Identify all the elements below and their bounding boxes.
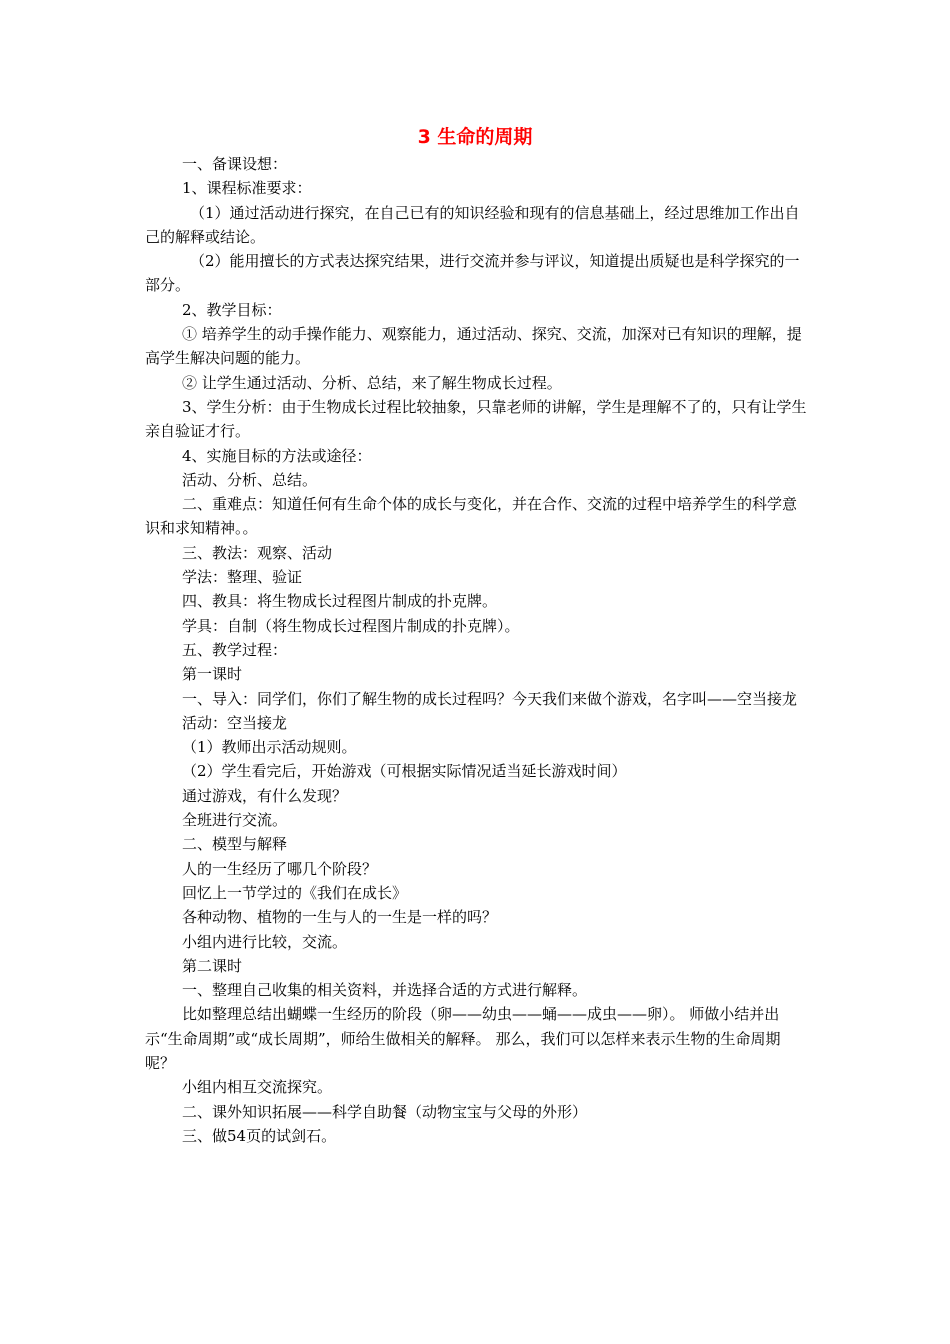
- paragraph: 回忆上一节学过的《我们在成长》: [182, 883, 408, 902]
- paragraph: （2）学生看完后，开始游戏（可根据实际情况适当延长游戏时间）: [182, 762, 627, 781]
- paragraph: 4、实施目标的方法或途径：: [182, 446, 372, 465]
- paragraph: 全班进行交流。: [182, 811, 288, 830]
- paragraph: 活动：空当接龙: [182, 713, 288, 732]
- paragraph: 通过游戏，有什么发现？: [182, 786, 348, 805]
- paragraph: 一、导入：同学们，你们了解生物的成长过程吗？今天我们来做个游戏，名字叫——空当接龙: [182, 689, 798, 708]
- paragraph: 比如整理总结出蝴蝶一生经历的阶段（卵——幼虫——蛹——成虫——卵）。 师做小结并出示“生命周期”或“成长周期”，师给生做相关的解释。 那么，我们可以怎样来表示生物的生命周期呢？: [145, 1005, 781, 1072]
- paragraph: 二、课外知识拓展——科学自助餐（动物宝宝与父母的外形）: [182, 1102, 588, 1121]
- paragraph: （1）教师出示活动规则。: [182, 738, 357, 757]
- paragraph: ② 让学生通过活动、分析、总结，来了解生物成长过程。: [182, 373, 562, 392]
- paragraph: 三、教法：观察、活动: [182, 543, 333, 562]
- paragraph: 3、学生分析：由于生物成长过程比较抽象，只靠老师的讲解，学生是理解不了的，只有让学生亲自验证才行。: [145, 397, 807, 441]
- paragraph: 小组内进行比较，交流。: [182, 932, 348, 951]
- paragraph: 小组内相互交流探究。: [182, 1078, 333, 1097]
- paragraph: 一、备课设想：: [182, 155, 288, 173]
- paragraph: 一、整理自己收集的相关资料，并选择合适的方式进行解释。: [182, 981, 588, 1000]
- paragraph: 五、教学过程：: [182, 640, 288, 659]
- paragraph: （1）通过活动进行探究，在自己已有的知识经验和现有的信息基础上，经过思维加工作出自己的解释或结论。: [145, 203, 800, 246]
- paragraph: 第二课时: [182, 956, 243, 975]
- paragraph: ① 培养学生的动手操作能力、观察能力，通过活动、探究、交流，加深对已有知识的理解，提高学生解决问题的能力。: [145, 325, 802, 368]
- paragraph: 各种动物、植物的一生与人的一生是一样的吗？: [182, 908, 498, 927]
- paragraph: 人的一生经历了哪几个阶段？: [182, 859, 378, 878]
- document-body: [145, 152, 807, 1148]
- paragraph: 四、教具：将生物成长过程图片制成的扑克牌。: [182, 592, 498, 611]
- document-title: 3 生命的周期: [417, 126, 533, 148]
- paragraph: 第一课时: [182, 665, 243, 684]
- paragraph: 1、课程标准要求：: [182, 179, 312, 198]
- paragraph: 学法：整理、验证: [182, 568, 303, 587]
- paragraph: （2）能用擅长的方式表达探究结果，进行交流并参与评议，知道提出质疑也是科学探究的一部分。: [145, 252, 800, 295]
- paragraph: 三、做54页的试剑石。: [182, 1126, 337, 1145]
- paragraph: 2、教学目标：: [182, 300, 282, 319]
- paragraph: 活动、分析、总结。: [182, 470, 318, 489]
- paragraph: 学具：自制（将生物成长过程图片制成的扑克牌）。: [182, 616, 520, 635]
- paragraph: 二、模型与解释: [182, 835, 288, 854]
- paragraph: 二、重难点：知道任何有生命个体的成长与变化，并在合作、交流的过程中培养学生的科学意识和求知精神。。: [145, 495, 798, 538]
